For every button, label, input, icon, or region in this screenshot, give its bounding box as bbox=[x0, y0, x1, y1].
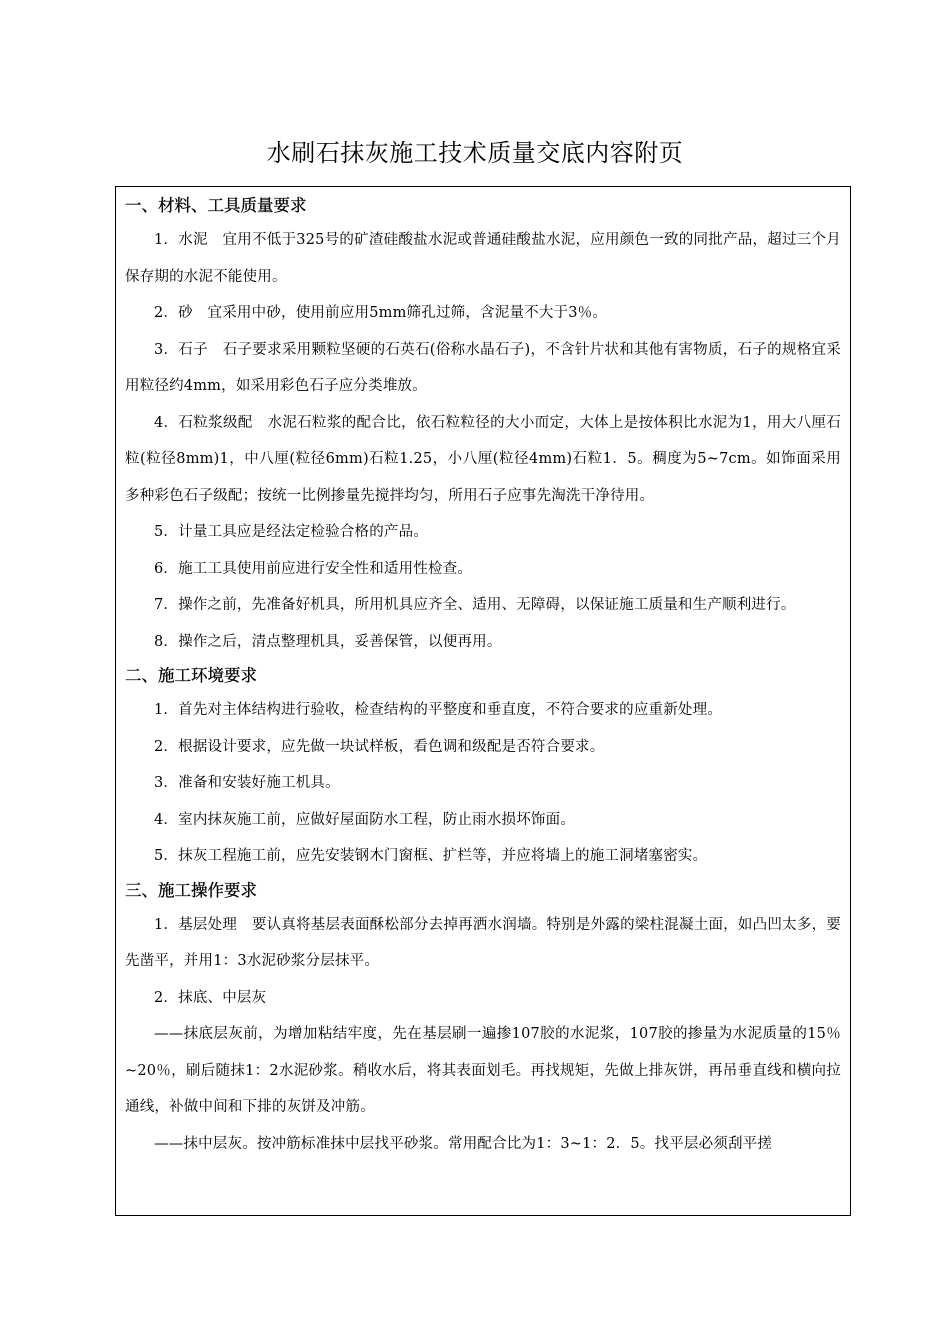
section-heading: 二、施工环境要求 bbox=[125, 666, 257, 685]
paragraph: 2．抹底、中层灰 bbox=[154, 989, 267, 1006]
section-materials-tools bbox=[125, 190, 841, 660]
content-table bbox=[115, 186, 851, 1216]
content-body bbox=[116, 187, 850, 1162]
paragraph: ——抹中层灰。按冲筋标准抹中层找平砂浆。常用配合比为1：3~1：2．5。找平层必须刮平搓 bbox=[154, 1135, 773, 1152]
section-construction-operation bbox=[125, 875, 841, 1163]
paragraph: 1．水泥 宜用不低于325号的矿渣硅酸盐水泥或普通硅酸盐水泥，应用颜色一致的同批产品，超过三个月保存期的水泥不能使用。 bbox=[125, 232, 841, 285]
document-title: 水刷石抹灰施工技术质量交底内容附页 bbox=[266, 139, 684, 167]
paragraph: 3．石子 石子要求采用颗粒坚硬的石英石(俗称水晶石子)，不含针片状和其他有害物质，石子的规格宜采用粒径约4mm，如采用彩色石子应分类堆放。 bbox=[125, 341, 841, 394]
section-heading: 一、材料、工具质量要求 bbox=[125, 196, 307, 215]
paragraph: 8．操作之后，清点整理机具，妥善保管，以便再用。 bbox=[154, 633, 502, 650]
paragraph: 4．室内抹灰施工前，应做好屋面防水工程，防止雨水损坏饰面。 bbox=[154, 811, 576, 828]
paragraph: 7．操作之前，先准备好机具，所用机具应齐全、适用、无障碍，以保证施工质量和生产顺利进行。 bbox=[154, 597, 796, 613]
paragraph: 6．施工工具使用前应进行安全性和适用性检查。 bbox=[154, 560, 473, 577]
paragraph: 2．砂 宜采用中砂，使用前应用5mm筛孔过筛，含泥量不大于3％。 bbox=[154, 305, 608, 321]
section-heading: 三、施工操作要求 bbox=[125, 880, 257, 900]
paragraph: 1．首先对主体结构进行验收，检查结构的平整度和垂直度，不符合要求的应重新处理。 bbox=[154, 702, 723, 718]
paragraph: 4．石粒浆级配 水泥石粒浆的配合比，依石粒粒径的大小而定，大体上是按体积比水泥为1，用大八厘石粒(粒径8mm)1，中八厘(粒径6mm)石粒1.25，小八厘(粒径4mm)石粒1．5。稠度为5~7cm。如饰面采用多种彩色石子级配；按统一比例掺量先搅拌均匀，所用石子应事先淘洗干净待用。 bbox=[125, 414, 841, 504]
paragraph: 5．抹灰工程施工前，应先安装钢木门窗框、扩栏等，并应将墙上的施工洞堵塞密实。 bbox=[154, 848, 708, 864]
section-construction-environment bbox=[125, 660, 841, 875]
paragraph: 3．准备和安装好施工机具。 bbox=[154, 775, 340, 791]
paragraph: 5．计量工具应是经法定检验合格的产品。 bbox=[154, 524, 429, 540]
paragraph: ——抹底层灰前，为增加粘结牢度，先在基层刷一遍掺107胶的水泥浆，107胶的掺量为水泥质量的15％~20％，刷后随抹1：2水泥砂浆。稍收水后，将其表面划毛。再找规矩，先做上排灰饼，再吊垂直线和横向拉通线，补做中间和下排的灰饼及冲筋。 bbox=[125, 1026, 841, 1115]
paragraph: 2．根据设计要求，应先做一块试样板，看色调和级配是否符合要求。 bbox=[154, 738, 605, 755]
paragraph: 1．基层处理 要认真将基层表面酥松部分去掉再洒水润墙。特别是外露的梁柱混凝土面，如凸凹太多，要先凿平，并用1：3水泥砂浆分层抹平。 bbox=[125, 916, 841, 969]
